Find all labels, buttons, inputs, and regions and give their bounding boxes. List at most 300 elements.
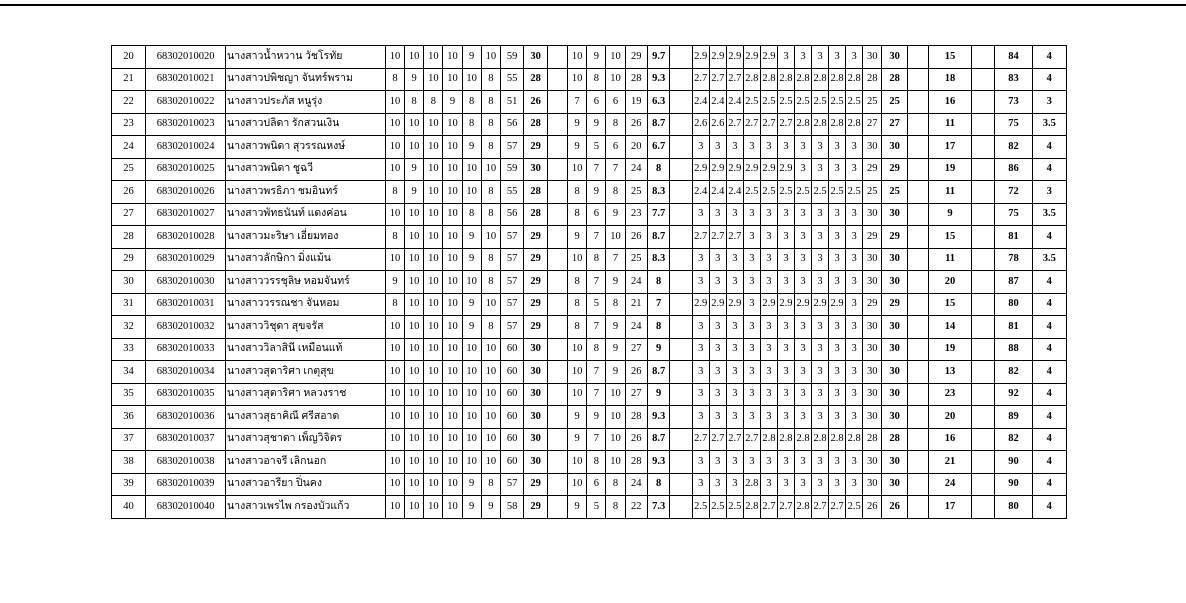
score-cell: 3 [692,338,709,361]
score-cell: 10 [424,383,443,406]
weighted-score-cell: 8.7 [647,428,669,451]
score-cell: 3 [760,383,777,406]
student-id-cell: 68302010031 [146,293,226,316]
score-cell: 8 [481,203,500,226]
score-cell: 9 [385,271,404,294]
score-cell: 3 [726,451,743,474]
score-cell: 3 [760,203,777,226]
score-cell: 3 [726,271,743,294]
grade-cell: 4 [1032,136,1066,159]
score-cell: 3 [760,338,777,361]
grade-cell: 4 [1032,226,1066,249]
subtotal-cell: 30 [863,338,882,361]
row-number-cell: 37 [112,428,146,451]
table-row [112,451,1067,474]
score-cell: 9 [587,46,606,69]
weighted-score-cell: 7.7 [647,203,669,226]
score-cell: 2.8 [846,428,863,451]
score-cell: 9 [405,181,424,204]
subtotal-cell: 57 [500,293,523,316]
score-cell: 10 [568,451,587,474]
score-cell: 3 [846,293,863,316]
score-cell: 2.5 [794,181,811,204]
weighted-score-cell: 30 [882,338,908,361]
weighted-score-cell: 9 [647,338,669,361]
score-cell: 3 [812,248,829,271]
score-cell: 3 [777,203,794,226]
score-cell: 10 [424,293,443,316]
score-cell: 10 [481,406,500,429]
top-rule [0,4,1186,6]
spacer-cell [971,293,994,316]
score-cell: 10 [424,473,443,496]
score-cell: 8 [481,473,500,496]
score-cell: 10 [443,361,462,384]
score-cell: 3 [709,316,726,339]
score-cell: 8 [587,68,606,91]
student-id-cell: 68302010038 [146,451,226,474]
score-cell: 2.5 [812,181,829,204]
score-cell: 10 [385,496,404,519]
score-cell: 10 [481,383,500,406]
score-cell: 10 [443,271,462,294]
subtotal-cell: 30 [863,361,882,384]
weighted-score-cell: 30 [882,316,908,339]
score-cell: 3 [846,406,863,429]
weighted-score-cell: 9.7 [647,46,669,69]
spacer-cell [670,181,692,204]
subtotal-cell: 30 [863,451,882,474]
student-id-cell: 68302010030 [146,271,226,294]
score-cell: 10 [385,473,404,496]
score-cell: 3 [709,271,726,294]
score-cell: 3 [846,361,863,384]
score-cell: 9 [606,361,625,384]
score-cell: 10 [443,383,462,406]
score-cell: 10 [385,451,404,474]
score-cell: 10 [443,473,462,496]
weighted-score-cell: 30 [524,46,547,69]
spacer-cell [547,316,567,339]
score-cell: 8 [481,113,500,136]
score-cell: 10 [424,113,443,136]
weighted-score-cell: 29 [524,271,547,294]
spacer-cell [907,203,928,226]
weighted-score-cell: 29 [524,226,547,249]
grade-cell: 3.5 [1032,203,1066,226]
score-cell: 10 [385,338,404,361]
spacer-cell [670,68,692,91]
spacer-cell [547,361,567,384]
score-cell: 5 [587,293,606,316]
weighted-score-cell: 28 [882,68,908,91]
subtotal-cell: 30 [863,203,882,226]
weighted-score-cell: 30 [524,361,547,384]
subtotal-cell: 27 [863,113,882,136]
weighted-score-cell: 8 [647,316,669,339]
score-cell: 10 [385,91,404,114]
subtotal-cell: 28 [863,68,882,91]
weighted-score-cell: 30 [882,248,908,271]
subtotal-cell: 56 [500,203,523,226]
weighted-score-cell: 25 [882,181,908,204]
score-cell: 3 [812,383,829,406]
score-cell: 2.5 [777,181,794,204]
subtotal-cell: 60 [500,406,523,429]
table-row [112,316,1067,339]
score-cell: 3 [846,383,863,406]
score-cell: 8 [587,248,606,271]
exam-score-cell: 19 [929,338,972,361]
table-row [112,226,1067,249]
score-cell: 10 [462,451,481,474]
student-id-cell: 68302010027 [146,203,226,226]
score-cell: 10 [405,226,424,249]
weighted-score-cell: 30 [882,271,908,294]
subtotal-cell: 60 [500,361,523,384]
score-cell: 2.6 [692,113,709,136]
score-cell: 3 [829,338,846,361]
score-cell: 2.9 [794,293,811,316]
weighted-score-cell: 6.3 [647,91,669,114]
exam-score-cell: 20 [929,406,972,429]
score-cell: 10 [443,203,462,226]
subtotal-cell: 58 [500,496,523,519]
weighted-score-cell: 27 [882,113,908,136]
weighted-score-cell: 28 [524,181,547,204]
total-score-cell: 88 [995,338,1032,361]
subtotal-cell: 30 [863,136,882,159]
score-cell: 8 [568,293,587,316]
score-cell: 8 [481,136,500,159]
score-cell: 10 [462,383,481,406]
total-score-cell: 78 [995,248,1032,271]
exam-score-cell: 15 [929,226,972,249]
score-cell: 3 [692,316,709,339]
spacer-cell [547,271,567,294]
spacer-cell [670,46,692,69]
spacer-cell [907,136,928,159]
score-cell: 3 [846,203,863,226]
score-cell: 2.7 [829,496,846,519]
score-cell: 9 [462,226,481,249]
score-cell: 10 [424,428,443,451]
score-cell: 10 [424,338,443,361]
score-cell: 2.8 [760,68,777,91]
score-cell: 3 [726,316,743,339]
score-cell: 8 [385,68,404,91]
table-row [112,248,1067,271]
score-cell: 10 [606,383,625,406]
student-id-cell: 68302010026 [146,181,226,204]
score-cell: 7 [606,248,625,271]
exam-score-cell: 24 [929,473,972,496]
total-score-cell: 82 [995,136,1032,159]
weighted-score-cell: 28 [524,68,547,91]
subtotal-cell: 28 [625,68,647,91]
spacer-cell [971,383,994,406]
score-cell: 3 [777,383,794,406]
row-number-cell: 32 [112,316,146,339]
score-cell: 3 [794,203,811,226]
grade-cell: 4 [1032,293,1066,316]
table-row [112,91,1067,114]
spacer-cell [907,383,928,406]
score-cell: 3 [794,271,811,294]
grade-cell: 4 [1032,158,1066,181]
weighted-score-cell: 9.3 [647,68,669,91]
subtotal-cell: 24 [625,271,647,294]
spacer-cell [907,158,928,181]
spacer-cell [547,68,567,91]
score-cell: 10 [385,383,404,406]
score-cell: 10 [443,451,462,474]
score-cell: 8 [424,91,443,114]
score-cell: 3 [794,136,811,159]
score-cell: 10 [443,248,462,271]
score-cell: 3 [743,248,760,271]
score-cell: 10 [443,496,462,519]
score-cell: 10 [405,496,424,519]
score-cell: 10 [462,68,481,91]
score-cell: 9 [462,316,481,339]
score-cell: 10 [568,46,587,69]
score-cell: 2.8 [846,68,863,91]
subtotal-cell: 27 [625,383,647,406]
score-cell: 2.4 [692,91,709,114]
spacer-cell [547,203,567,226]
score-cell: 3 [709,203,726,226]
score-cell: 3 [777,406,794,429]
exam-score-cell: 17 [929,496,972,519]
score-cell: 8 [462,91,481,114]
score-cell: 10 [424,271,443,294]
score-cell: 9 [587,406,606,429]
subtotal-cell: 28 [625,451,647,474]
score-cell: 2.5 [829,181,846,204]
score-cell: 2.7 [709,226,726,249]
score-cell: 5 [587,136,606,159]
score-cell: 2.9 [760,158,777,181]
total-score-cell: 81 [995,226,1032,249]
score-cell: 9 [587,113,606,136]
score-cell: 2.7 [777,496,794,519]
score-cell: 10 [405,271,424,294]
row-number-cell: 27 [112,203,146,226]
score-cell: 3 [794,361,811,384]
score-cell: 10 [481,428,500,451]
total-score-cell: 82 [995,428,1032,451]
grade-cell: 4 [1032,316,1066,339]
score-cell: 3 [812,406,829,429]
score-cell: 3 [692,451,709,474]
score-cell: 9 [405,158,424,181]
score-cell: 2.9 [829,293,846,316]
score-cell: 3 [743,293,760,316]
table-row [112,428,1067,451]
subtotal-cell: 25 [625,248,647,271]
table-row [112,46,1067,69]
weighted-score-cell: 30 [524,451,547,474]
score-cell: 3 [777,46,794,69]
student-id-cell: 68302010021 [146,68,226,91]
exam-score-cell: 11 [929,113,972,136]
score-cell: 2.7 [726,428,743,451]
score-cell: 3 [794,158,811,181]
score-cell: 2.4 [726,91,743,114]
score-cell: 9 [462,496,481,519]
spacer-cell [670,113,692,136]
score-cell: 2.4 [709,91,726,114]
score-cell: 3 [846,451,863,474]
exam-score-cell: 15 [929,293,972,316]
subtotal-cell: 29 [863,158,882,181]
grade-cell: 4 [1032,406,1066,429]
subtotal-cell: 60 [500,383,523,406]
subtotal-cell: 27 [625,338,647,361]
student-id-cell: 68302010028 [146,226,226,249]
spacer-cell [670,136,692,159]
score-cell: 8 [587,451,606,474]
score-cell: 3 [709,136,726,159]
score-cell: 2.7 [692,428,709,451]
row-number-cell: 29 [112,248,146,271]
score-cell: 3 [709,338,726,361]
spacer-cell [670,158,692,181]
score-cell: 8 [606,181,625,204]
subtotal-cell: 26 [863,496,882,519]
score-cell: 3 [812,316,829,339]
score-cell: 10 [568,248,587,271]
score-cell: 10 [443,46,462,69]
weighted-score-cell: 30 [524,428,547,451]
spacer-cell [547,248,567,271]
score-cell: 3 [743,338,760,361]
score-cell: 8 [481,316,500,339]
score-cell: 3 [846,473,863,496]
row-number-cell: 23 [112,113,146,136]
spacer-cell [670,248,692,271]
grades-table-body [112,46,1067,519]
score-cell: 10 [568,68,587,91]
score-cell: 3 [726,338,743,361]
score-cell: 10 [385,46,404,69]
score-cell: 3 [794,451,811,474]
total-score-cell: 83 [995,68,1032,91]
score-cell: 3 [760,361,777,384]
weighted-score-cell: 8 [647,473,669,496]
score-cell: 10 [385,136,404,159]
score-cell: 2.9 [726,158,743,181]
score-cell: 10 [462,406,481,429]
spacer-cell [547,181,567,204]
subtotal-cell: 59 [500,46,523,69]
score-cell: 8 [568,181,587,204]
row-number-cell: 35 [112,383,146,406]
weighted-score-cell: 9.3 [647,451,669,474]
spacer-cell [971,361,994,384]
score-cell: 2.5 [760,181,777,204]
score-cell: 6 [587,203,606,226]
score-cell: 7 [587,428,606,451]
total-score-cell: 75 [995,203,1032,226]
weighted-score-cell: 8 [647,271,669,294]
score-cell: 3 [709,473,726,496]
weighted-score-cell: 30 [882,406,908,429]
score-cell: 10 [424,226,443,249]
subtotal-cell: 26 [625,428,647,451]
score-cell: 10 [462,181,481,204]
score-cell: 3 [812,136,829,159]
score-cell: 3 [829,406,846,429]
score-cell: 10 [443,136,462,159]
score-cell: 3 [709,451,726,474]
spacer-cell [907,451,928,474]
score-cell: 2.9 [812,293,829,316]
score-cell: 2.5 [692,496,709,519]
score-cell: 2.9 [709,46,726,69]
score-cell: 3 [692,248,709,271]
score-cell: 3 [794,473,811,496]
score-cell: 10 [405,338,424,361]
subtotal-cell: 57 [500,136,523,159]
subtotal-cell: 29 [863,226,882,249]
score-cell: 9 [462,248,481,271]
score-cell: 9 [568,226,587,249]
score-cell: 10 [606,68,625,91]
score-cell: 3 [794,316,811,339]
score-cell: 3 [777,361,794,384]
score-cell: 8 [481,271,500,294]
score-cell: 3 [709,383,726,406]
score-cell: 3 [794,226,811,249]
score-cell: 10 [443,293,462,316]
score-cell: 10 [462,428,481,451]
score-cell: 3 [726,248,743,271]
score-cell: 10 [405,383,424,406]
score-cell: 9 [568,113,587,136]
student-id-cell: 68302010035 [146,383,226,406]
score-cell: 2.8 [812,428,829,451]
score-cell: 2.8 [777,428,794,451]
score-cell: 2.5 [743,91,760,114]
student-id-cell: 68302010037 [146,428,226,451]
score-cell: 10 [424,68,443,91]
student-name-cell: นางสาววรรชุลิษ หอมจันทร์ [226,271,386,294]
score-cell: 10 [443,226,462,249]
spacer-cell [547,451,567,474]
score-cell: 8 [481,68,500,91]
student-name-cell: นางสาววิลาสินี เหมือนแท้ [226,338,386,361]
spacer-cell [971,46,994,69]
spacer-cell [670,451,692,474]
row-number-cell: 38 [112,451,146,474]
score-cell: 3 [829,451,846,474]
spacer-cell [907,46,928,69]
score-cell: 10 [385,203,404,226]
score-cell: 6 [587,91,606,114]
student-id-cell: 68302010025 [146,158,226,181]
subtotal-cell: 29 [863,293,882,316]
weighted-score-cell: 30 [882,203,908,226]
weighted-score-cell: 29 [524,496,547,519]
score-cell: 10 [405,361,424,384]
score-cell: 8 [481,181,500,204]
score-cell: 3 [829,383,846,406]
score-cell: 7 [587,361,606,384]
spacer-cell [907,316,928,339]
spacer-cell [971,113,994,136]
